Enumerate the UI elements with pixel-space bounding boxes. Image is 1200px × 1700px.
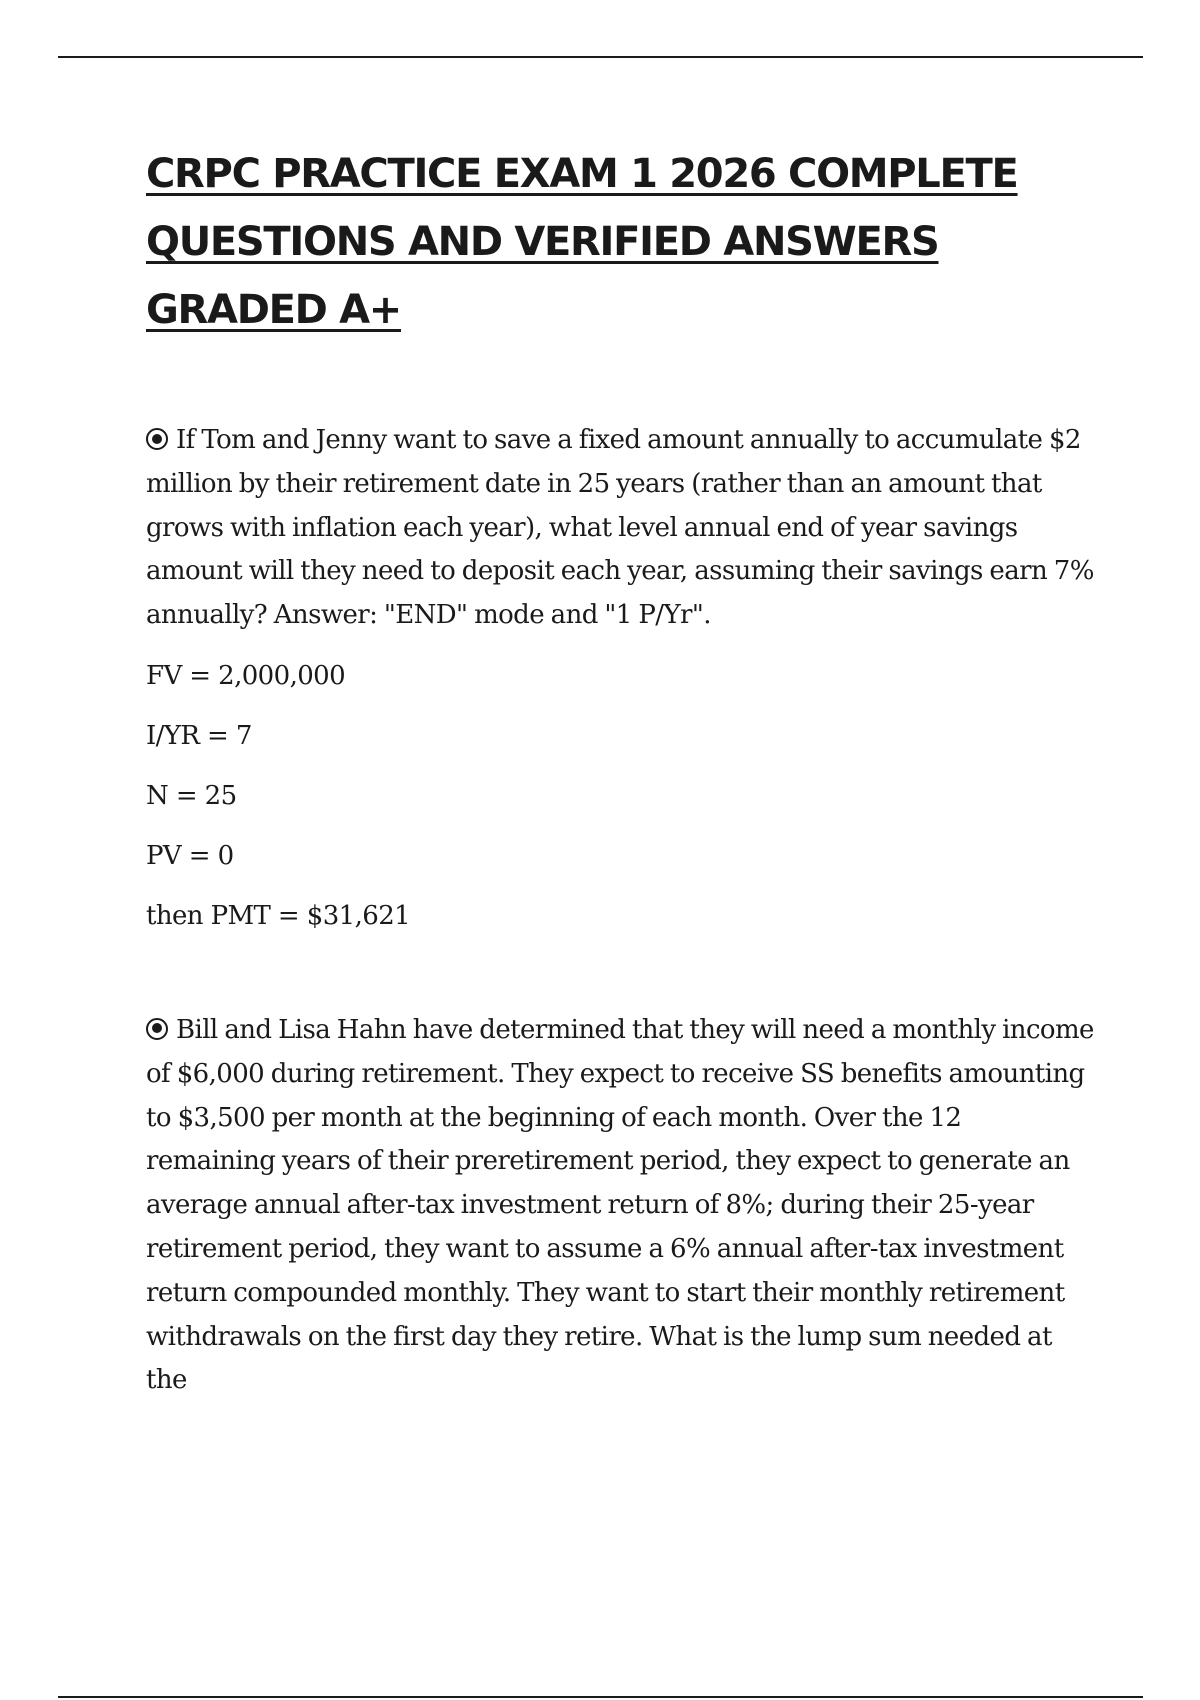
radio-bullet-icon bbox=[146, 428, 168, 450]
radio-bullet-icon bbox=[146, 1018, 168, 1040]
document-body bbox=[146, 140, 1096, 1403]
document-title: CRPC PRACTICE EXAM 1 2026 COMPLETE QUESTIONS AND VERIFIED ANSWERS GRADED A+ bbox=[146, 151, 1018, 333]
top-rule bbox=[58, 56, 1143, 58]
answer-line-pmt: then PMT = $31,621 bbox=[146, 900, 411, 931]
question-1 bbox=[146, 419, 1096, 638]
question-1-answer bbox=[146, 654, 1096, 938]
answer-line-fv: FV = 2,000,000 bbox=[146, 660, 346, 691]
answer-line-n: N = 25 bbox=[146, 780, 237, 811]
question-1-text: If Tom and Jenny want to save a fixed amount annually to accumulate $2 million by their retirement date in 25 years (rather than an amount that grows with inflation each year), what level annual end of year savings amount will they need to deposit each year, assuming their savings earn 7% annually? Answer: "END" mode and "1 P/Yr". bbox=[146, 425, 1094, 631]
answer-line-pv: PV = 0 bbox=[146, 840, 234, 871]
bottom-rule bbox=[58, 1696, 1143, 1698]
answer-line-iyr: I/YR = 7 bbox=[146, 720, 252, 751]
question-2-text: Bill and Lisa Hahn have determined that they will need a monthly income of $6,000 during retirement. They expect to receive SS benefits amounting to $3,500 per month at the beginning of each month. Over the 12 remaining years of their preretirement period, they expect to generate an average annual after-tax investment return of 8%; during their 25-year retirement period, they want to assume a 6% annual after-tax investment return compounded monthly. They want to start their monthly retirement withdrawals on the first day they retire. What is the lump sum needed at the bbox=[146, 1014, 1094, 1396]
question-2 bbox=[146, 1009, 1096, 1403]
